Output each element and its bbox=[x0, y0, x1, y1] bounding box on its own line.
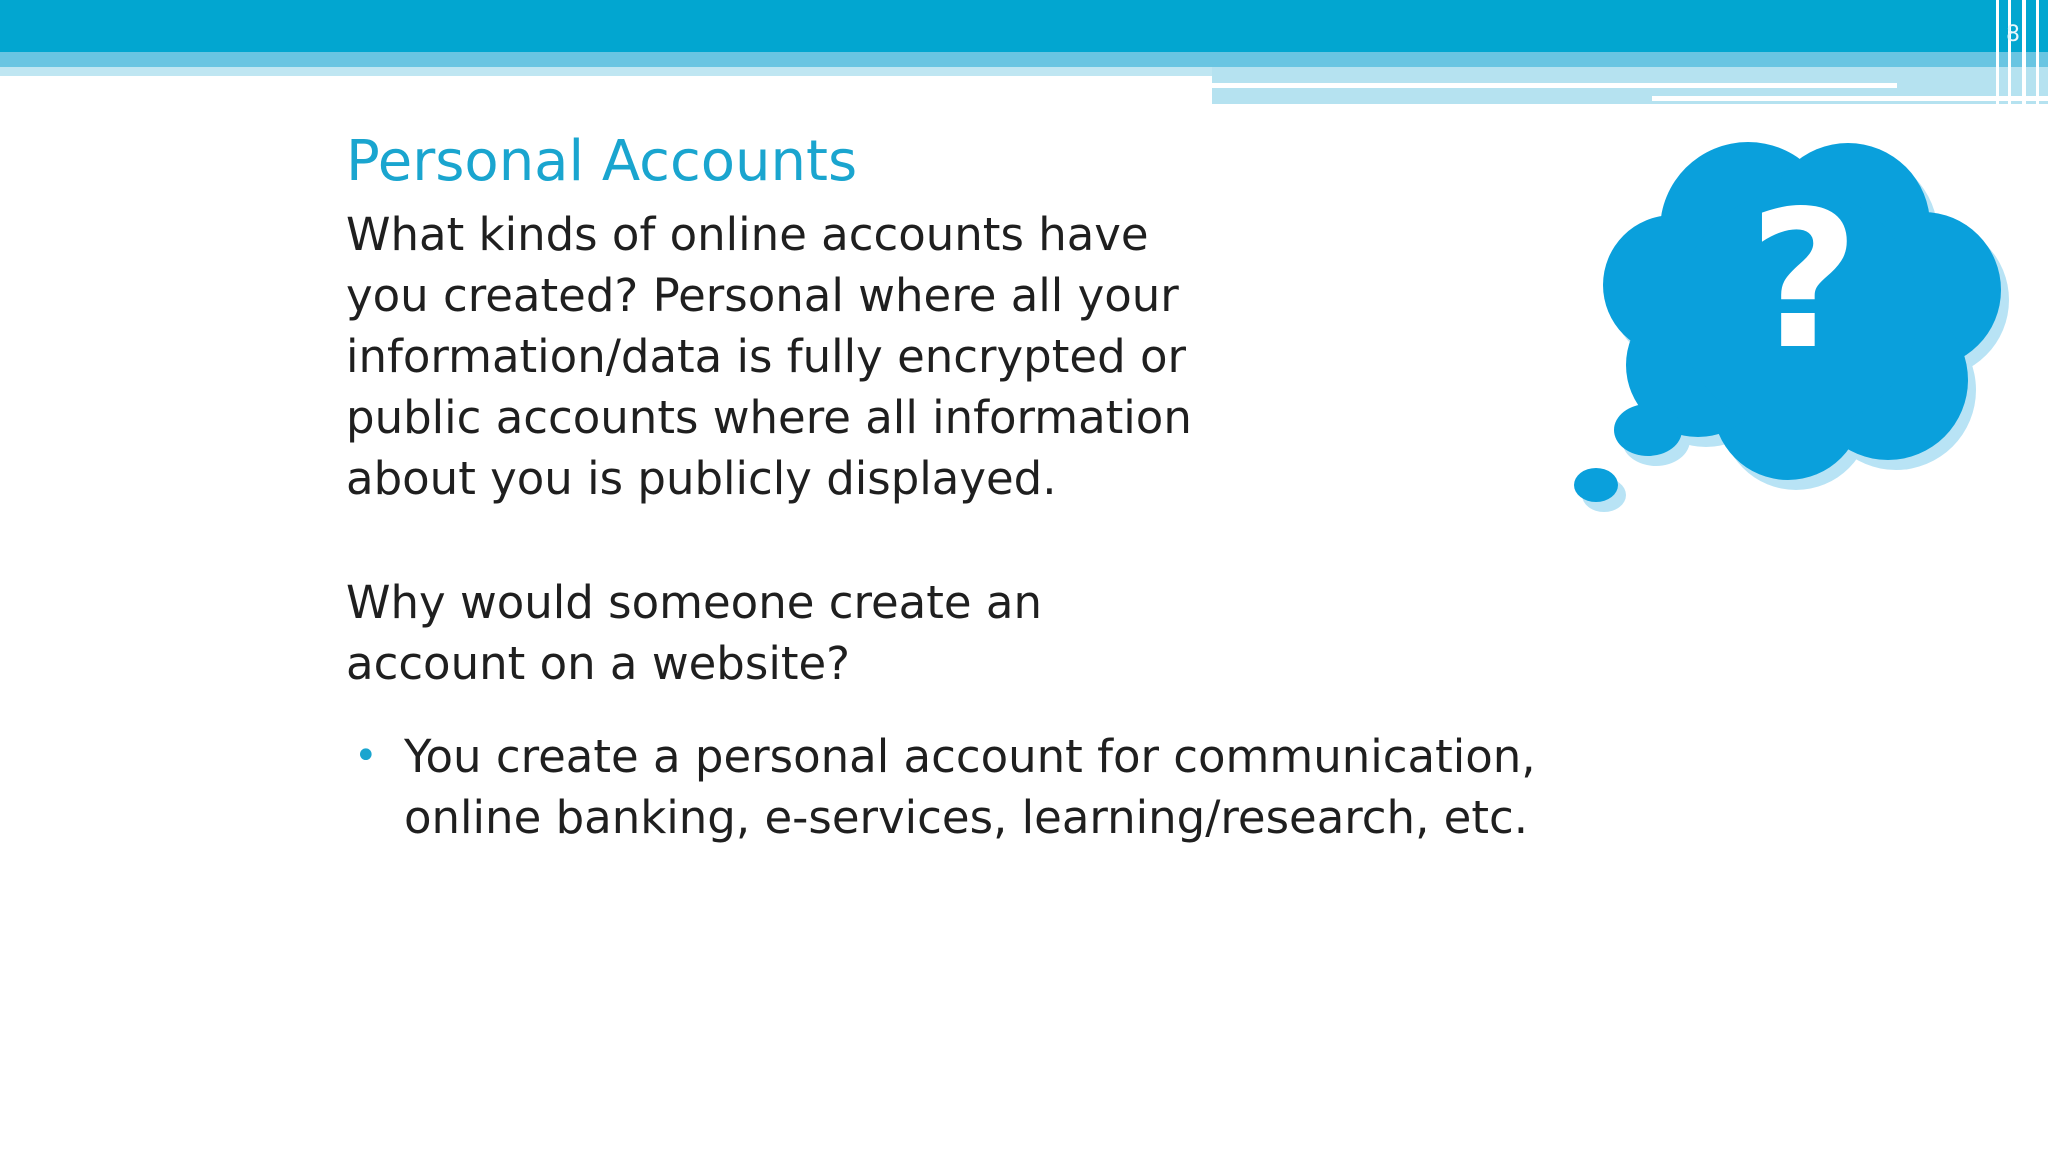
header-stripe bbox=[0, 52, 2048, 67]
edge-bar bbox=[2036, 0, 2039, 104]
header-divider-line bbox=[1212, 83, 1897, 88]
header-stripe-light bbox=[0, 67, 1212, 76]
edge-bar bbox=[2008, 0, 2011, 104]
question-paragraph: Why would someone create an account on a website? bbox=[346, 576, 1042, 690]
bullet-list bbox=[346, 726, 1546, 848]
page-number: 8 bbox=[2006, 22, 2020, 47]
header-band bbox=[0, 0, 2048, 52]
header-divider-line bbox=[1652, 96, 2048, 101]
edge-bar bbox=[2022, 0, 2026, 104]
question-thought-cloud-icon bbox=[1558, 120, 2014, 520]
bullet-text: You create a personal account for communication, online banking, e-services, learning/research, etc. bbox=[404, 730, 1536, 844]
edge-bar bbox=[1996, 0, 1999, 104]
question-paragraph: What kinds of online accounts have you created? Personal where all your information/data is fully encrypted or public accounts where all information about you is publicly displayed. bbox=[346, 208, 1192, 505]
bullet-item bbox=[346, 726, 1546, 848]
question-mark-glyph: ? bbox=[1748, 170, 1860, 391]
bullet-icon: • bbox=[354, 733, 378, 779]
slide-title: Personal Accounts bbox=[346, 129, 858, 194]
